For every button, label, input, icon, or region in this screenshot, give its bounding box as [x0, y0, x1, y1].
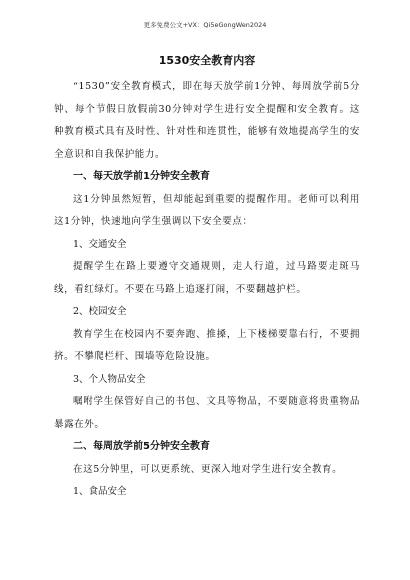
- section-1-item-1-label: 1、交通安全: [73, 238, 127, 250]
- section-1-heading: 一、每天放学前1分钟安全教育: [73, 171, 210, 182]
- section-1-item-3-text: 嘱咐学生保管好自己的书包、文具等物品，不要随意将贵重物品暴露在外。: [54, 396, 360, 430]
- header-note: 更多免费公文+VX：Qi5eGongWen2024: [143, 21, 267, 29]
- document-body: [54, 53, 360, 504]
- intro-paragraph: “1530”安全教育模式，即在每天放学前1分钟、每周放学前5分钟、每个节假日放假前30分钟对学生进行安全提醒和安全教育。这种教育模式具有及时性、针对性和连贯性，能够有效地提高学生的安全意识和自我保护能力。: [54, 81, 360, 160]
- section-1-paragraph: 这1分钟虽然短暂，但却能起到重要的提醒作用。老师可以利用这1分钟，快速地向学生强调以下安全要点：: [54, 193, 360, 227]
- section-2-paragraph: 在这5分钟里，可以更系统、更深入地对学生进行安全教育。: [73, 463, 343, 475]
- section-2-heading: 二、每周放学前5分钟安全教育: [73, 441, 210, 452]
- section-2-item-1-label: 1、食品安全: [73, 486, 127, 497]
- section-1-item-3-label: 3、个人物品安全: [73, 373, 146, 385]
- section-1-item-2-text: 教育学生在校园内不要奔跑、推搡，上下楼梯要靠右行，不要拥挤。不攀爬栏杆、围墙等危险设施。: [54, 328, 360, 362]
- section-1-item-2-label: 2、校园安全: [73, 306, 127, 317]
- page-title: 1530安全教育内容: [158, 54, 256, 67]
- section-1-item-1-text: 提醒学生在路上要遵守交通规则，走人行道，过马路要走斑马线，看红绿灯。不要在马路上追逐打闹，不要翻越护栏。: [54, 261, 360, 295]
